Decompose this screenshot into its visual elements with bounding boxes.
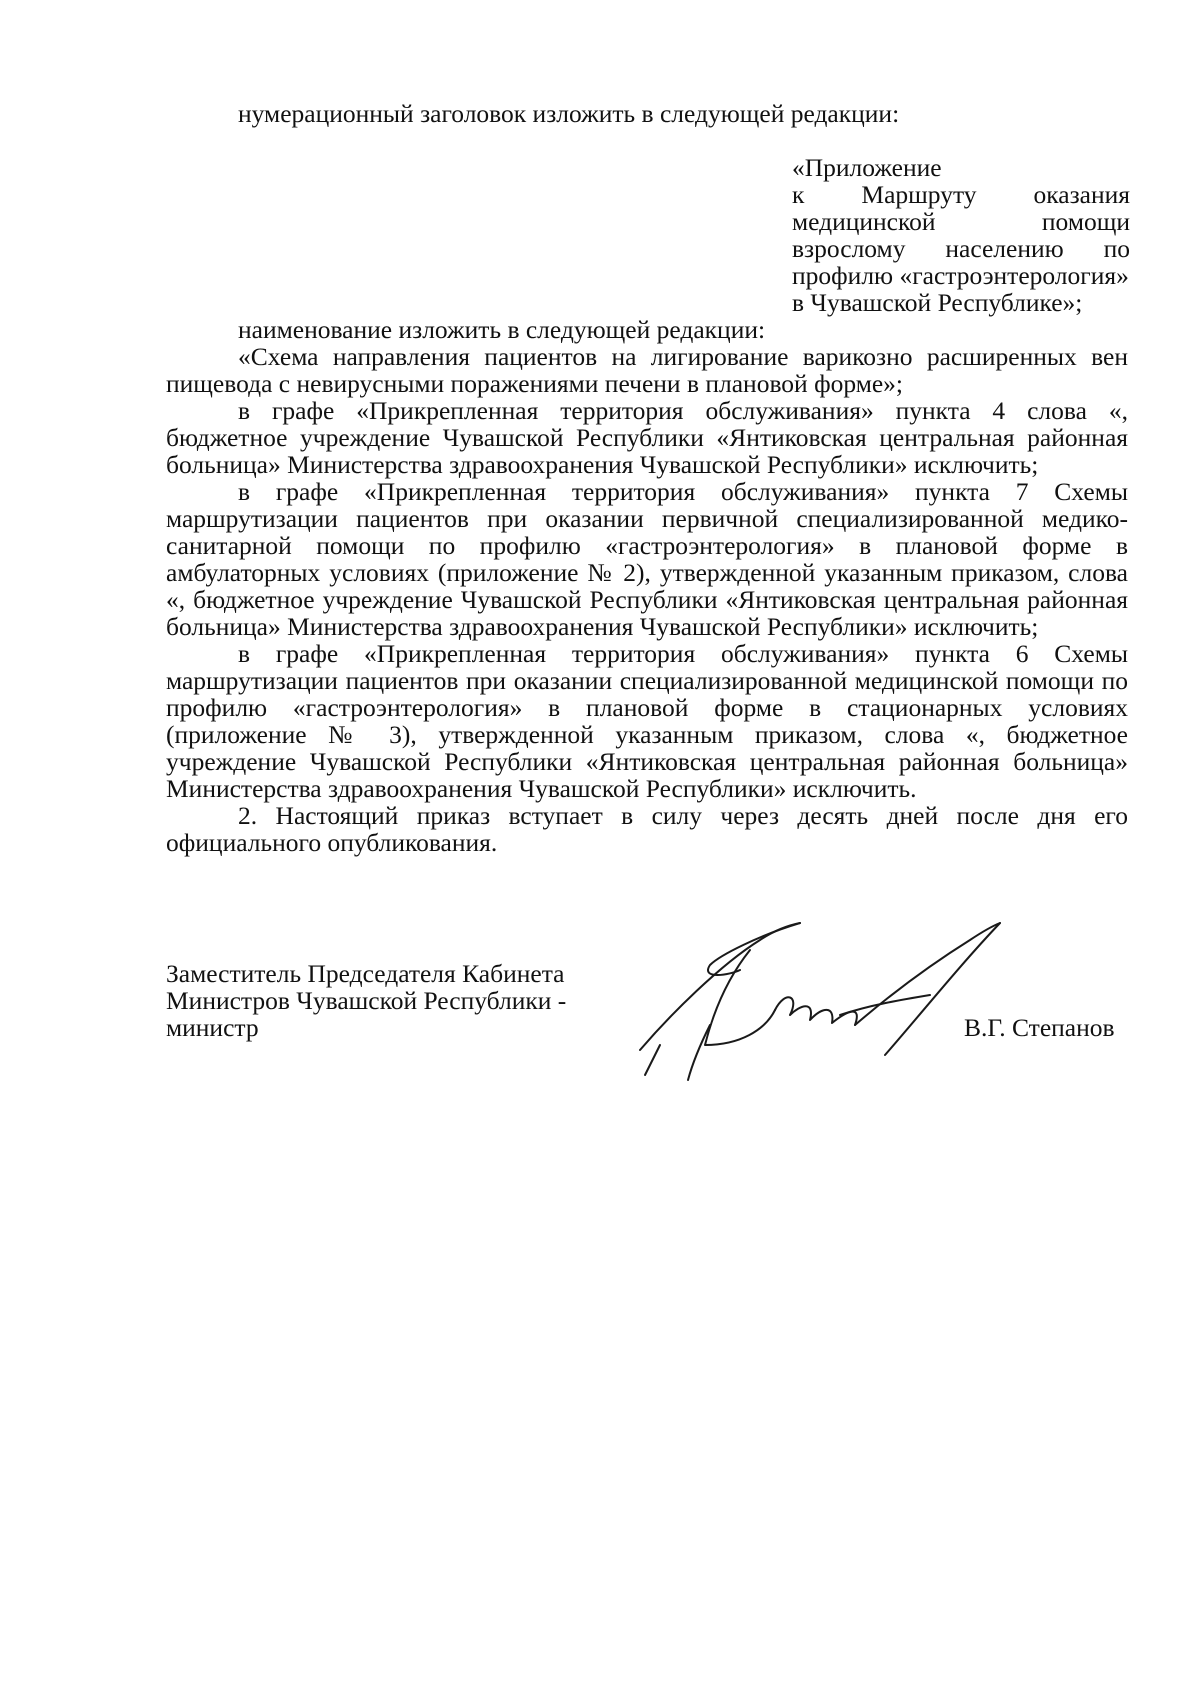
- document-body: [166, 100, 1128, 856]
- annex-heading: [792, 154, 1130, 316]
- paragraph-point-4: в графе «Прикрепленная территория обслуживания» пункта 4 слова «, бюджетное учреждение Чувашской Республики «Янтиковская центральная районная больница» Министерства здравоохранения Чувашской Республики» исключить;: [166, 396, 1128, 479]
- annex-body: к Маршруту оказания медицинской помощи взрослому населению по профилю «гастроэнтерология»: [792, 180, 1130, 290]
- annex-line-1: «Приложение: [792, 153, 942, 182]
- paragraph-point-7: в графе «Прикрепленная территория обслуживания» пункта 7 Схемы маршрутизации пациентов при оказании первичной специализированной медико-санитарной помощи по профилю «гастроэнтерология» в плановой форме в амбулаторных условиях (приложение № 2), утвержденной указанным приказом, слова «, бюджетное учреждение Чувашской Республики «Янтиковская центральная районная больница» Министерства здравоохранения Чувашской Республики» исключить;: [166, 477, 1128, 641]
- paragraph-point-6: в графе «Прикрепленная территория обслуживания» пункта 6 Схемы маршрутизации пациентов при оказании специализированной медицинской помощи по профилю «гастроэнтерология» в плановой форме в стационарных условиях (приложение № 3), утвержденной указанным приказом, слова «, бюджетное учреждение Чувашской Республики «Янтиковская центральная районная больница» Министерства здравоохранения Чувашской Республики» исключить.: [166, 639, 1128, 803]
- signer-position: [166, 960, 606, 1041]
- paragraph-scheme-title: «Схема направления пациентов на лигирование варикозно расширенных вен пищевода с невирусными поражениями печени в плановой форме»;: [166, 342, 1128, 398]
- signature-block: [166, 960, 1128, 1041]
- paragraph-name-heading: наименование изложить в следующей редакции:: [238, 315, 766, 344]
- signer-name: В.Г. Степанов: [964, 1013, 1115, 1042]
- paragraph-effective-date: 2. Настоящий приказ вступает в силу через десять дней после дня его официального опубликования.: [166, 801, 1128, 857]
- signer-position-line-1: Заместитель Председателя Кабинета: [166, 959, 565, 988]
- signer-position-line-3: министр: [166, 1013, 259, 1042]
- intro-line: нумерационный заголовок изложить в следующей редакции:: [238, 99, 900, 128]
- annex-line-last: в Чувашской Республике»;: [792, 288, 1083, 317]
- signer-position-line-2: Министров Чувашской Республики -: [166, 986, 567, 1015]
